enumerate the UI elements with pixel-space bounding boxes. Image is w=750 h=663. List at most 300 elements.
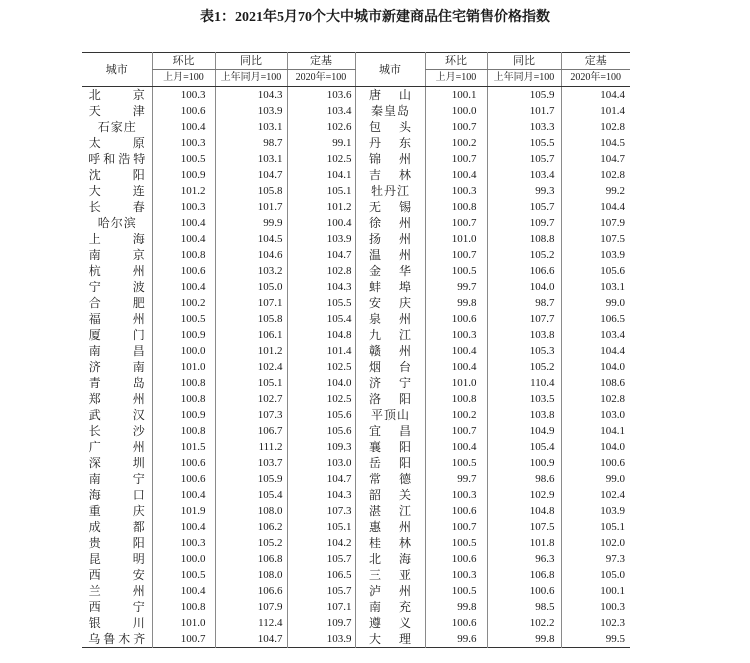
base-value: 103.0 [287, 455, 355, 471]
mom-value: 100.5 [425, 455, 487, 471]
mom-value: 100.5 [425, 263, 487, 279]
city-cell [355, 295, 429, 311]
base-value: 104.0 [287, 375, 355, 391]
mom-value: 100.3 [152, 535, 215, 551]
city-name: 无锡 [368, 200, 429, 214]
city-cell [82, 247, 177, 263]
mom-value: 99.8 [425, 295, 487, 311]
base-value: 102.5 [287, 391, 355, 407]
mom-value: 101.5 [152, 439, 215, 455]
mom-value: 100.4 [152, 215, 215, 231]
city-name: 呼和浩特 [88, 152, 149, 166]
city-cell [82, 503, 177, 519]
yoy-value: 103.1 [215, 151, 287, 167]
yoy-value: 107.3 [215, 407, 287, 423]
base-value: 103.9 [287, 231, 355, 247]
table-row [82, 247, 630, 263]
city-cell [82, 215, 152, 231]
base-value: 109.3 [287, 439, 355, 455]
table-row [82, 359, 630, 375]
mom-value: 100.5 [152, 567, 215, 583]
city-name: 济南 [88, 360, 177, 374]
yoy-value: 101.8 [487, 535, 561, 551]
city-cell [355, 151, 429, 167]
city-cell [355, 503, 429, 519]
city-cell [82, 311, 177, 327]
city-name: 常德 [368, 472, 429, 486]
base-value: 105.1 [287, 519, 355, 535]
table-row [82, 551, 630, 567]
yoy-value: 108.0 [215, 503, 287, 519]
base-value: 105.4 [287, 311, 355, 327]
city-name: 重庆 [88, 504, 177, 518]
mom-value: 100.5 [425, 583, 487, 599]
city-cell [82, 615, 177, 631]
yoy-value: 105.9 [487, 87, 561, 104]
mom-value: 100.2 [425, 407, 487, 423]
city-name: 北海 [368, 552, 429, 566]
table-row [82, 215, 630, 231]
mom-value: 100.8 [425, 391, 487, 407]
mom-value: 100.4 [425, 439, 487, 455]
city-cell [355, 263, 429, 279]
city-cell [355, 567, 429, 583]
mom-value: 100.4 [152, 119, 215, 135]
base-value: 103.6 [287, 87, 355, 104]
yoy-value: 104.7 [215, 631, 287, 648]
mom-value: 100.2 [152, 295, 215, 311]
mom-value: 100.4 [152, 231, 215, 247]
base-value: 102.8 [287, 263, 355, 279]
yoy-value: 105.8 [215, 183, 287, 199]
city-cell [82, 551, 177, 567]
city-cell [82, 487, 177, 503]
table-header [82, 53, 630, 87]
yoy-value: 104.6 [215, 247, 287, 263]
city-cell [355, 311, 429, 327]
mom-value: 100.6 [152, 103, 215, 119]
city-name: 泸州 [368, 584, 429, 598]
city-cell [355, 551, 429, 567]
mom-value: 100.3 [152, 135, 215, 151]
city-name: 锦州 [368, 152, 429, 166]
mom-value: 100.4 [152, 519, 215, 535]
yoy-value: 103.9 [215, 103, 287, 119]
mom-value: 100.6 [152, 471, 215, 487]
mom-value: 100.5 [425, 535, 487, 551]
yoy-value: 99.3 [487, 183, 561, 199]
mom-value: 99.7 [425, 471, 487, 487]
base-value: 107.5 [561, 231, 630, 247]
city-name: 上海 [88, 232, 177, 246]
base-value: 104.4 [561, 343, 630, 359]
city-cell [355, 167, 429, 183]
city-name: 平顶山 [370, 408, 410, 422]
city-name: 丹东 [368, 136, 429, 150]
table-row [82, 535, 630, 551]
base-value: 103.1 [561, 279, 630, 295]
base-value: 105.5 [287, 295, 355, 311]
yoy-value: 100.9 [487, 455, 561, 471]
base-value: 97.3 [561, 551, 630, 567]
city-cell [355, 631, 429, 648]
city-cell [355, 391, 429, 407]
header-yoy-right: 同比 [487, 53, 561, 70]
base-value: 104.0 [561, 439, 630, 455]
city-cell [355, 279, 429, 295]
city-name: 太原 [88, 136, 177, 150]
mom-value: 100.8 [152, 391, 215, 407]
city-cell [355, 103, 425, 119]
yoy-value: 98.7 [487, 295, 561, 311]
yoy-value: 110.4 [487, 375, 561, 391]
base-value: 99.5 [561, 631, 630, 648]
yoy-value: 102.7 [215, 391, 287, 407]
base-value: 104.7 [287, 471, 355, 487]
mom-value: 101.9 [152, 503, 215, 519]
base-value: 105.0 [561, 567, 630, 583]
city-cell [82, 103, 177, 119]
base-value: 104.7 [287, 247, 355, 263]
city-name: 西安 [88, 568, 177, 582]
mom-value: 101.0 [425, 231, 487, 247]
mom-value: 100.9 [152, 407, 215, 423]
yoy-value: 108.8 [487, 231, 561, 247]
base-value: 102.5 [287, 151, 355, 167]
city-name: 扬州 [368, 232, 429, 246]
city-name: 三亚 [368, 568, 429, 582]
city-cell [355, 407, 425, 423]
yoy-value: 108.0 [215, 567, 287, 583]
base-value: 103.0 [561, 407, 630, 423]
table-row [82, 599, 630, 615]
city-name: 福州 [88, 312, 177, 326]
yoy-value: 98.7 [215, 135, 287, 151]
base-value: 108.6 [561, 375, 630, 391]
city-name: 昆明 [88, 552, 177, 566]
mom-value: 100.6 [152, 455, 215, 471]
table-row [82, 151, 630, 167]
yoy-value: 99.8 [487, 631, 561, 648]
city-name: 合肥 [88, 296, 177, 310]
mom-value: 100.6 [425, 311, 487, 327]
city-name: 杭州 [88, 264, 177, 278]
table-row [82, 583, 630, 599]
city-name: 天津 [88, 104, 177, 118]
city-cell [82, 407, 177, 423]
city-name: 银川 [88, 616, 177, 630]
base-value: 100.1 [561, 583, 630, 599]
table-row [82, 199, 630, 215]
city-name: 大理 [368, 632, 429, 646]
city-cell [82, 279, 177, 295]
city-name: 襄阳 [368, 440, 429, 454]
city-cell [82, 599, 177, 615]
mom-value: 100.8 [152, 375, 215, 391]
price-index-table [82, 52, 630, 648]
yoy-value: 100.6 [487, 583, 561, 599]
city-cell [355, 247, 429, 263]
yoy-value: 104.5 [215, 231, 287, 247]
city-name: 宁波 [88, 280, 177, 294]
table-row [82, 391, 630, 407]
mom-value: 100.7 [425, 119, 487, 135]
city-cell [355, 535, 429, 551]
base-value: 99.0 [561, 471, 630, 487]
yoy-value: 103.8 [487, 327, 561, 343]
mom-value: 100.8 [152, 599, 215, 615]
city-name: 哈尔滨 [97, 216, 137, 230]
yoy-value: 102.2 [487, 615, 561, 631]
yoy-value: 105.9 [215, 471, 287, 487]
base-value: 105.1 [561, 519, 630, 535]
yoy-value: 103.3 [487, 119, 561, 135]
yoy-value: 106.2 [215, 519, 287, 535]
mom-value: 100.7 [425, 423, 487, 439]
base-value: 102.8 [561, 119, 630, 135]
mom-value: 100.7 [425, 215, 487, 231]
mom-value: 100.2 [425, 135, 487, 151]
yoy-value: 106.8 [215, 551, 287, 567]
table-row [82, 439, 630, 455]
city-cell [82, 343, 177, 359]
yoy-value: 103.5 [487, 391, 561, 407]
base-value: 102.8 [561, 391, 630, 407]
mom-value: 100.7 [152, 631, 215, 648]
base-value: 104.5 [561, 135, 630, 151]
city-cell [82, 359, 177, 375]
base-value: 102.3 [561, 615, 630, 631]
header-mom-right: 环比 [425, 53, 487, 70]
city-cell [355, 375, 429, 391]
city-cell [355, 487, 429, 503]
table-row [82, 631, 630, 648]
yoy-value: 103.8 [487, 407, 561, 423]
table-row [82, 295, 630, 311]
city-name: 济宁 [368, 376, 429, 390]
city-cell [355, 135, 429, 151]
city-cell [82, 327, 177, 343]
table-row [82, 231, 630, 247]
city-name: 厦门 [88, 328, 177, 342]
yoy-value: 105.3 [487, 343, 561, 359]
city-cell [82, 263, 177, 279]
city-name: 南京 [88, 248, 177, 262]
mom-value: 100.8 [152, 247, 215, 263]
city-name: 泉州 [368, 312, 429, 326]
base-value: 104.1 [561, 423, 630, 439]
mom-value: 100.5 [152, 311, 215, 327]
city-name: 北京 [88, 88, 177, 102]
city-cell [82, 471, 177, 487]
yoy-value: 105.2 [487, 247, 561, 263]
table-row [82, 423, 630, 439]
header-city-left: 城市 [82, 53, 152, 87]
city-name: 桂林 [368, 536, 429, 550]
header-mom-left: 环比 [152, 53, 215, 70]
mom-value: 100.4 [152, 583, 215, 599]
mom-value: 100.4 [152, 279, 215, 295]
city-cell [82, 583, 177, 599]
city-cell [355, 455, 429, 471]
table-row [82, 487, 630, 503]
yoy-value: 105.2 [487, 359, 561, 375]
mom-value: 100.3 [152, 87, 215, 104]
city-name: 成都 [88, 520, 177, 534]
city-cell [82, 135, 177, 151]
mom-value: 100.6 [152, 263, 215, 279]
base-value: 101.2 [287, 199, 355, 215]
city-cell [82, 535, 177, 551]
mom-value: 101.0 [152, 615, 215, 631]
yoy-value: 105.8 [215, 311, 287, 327]
yoy-value: 101.7 [215, 199, 287, 215]
city-cell [355, 327, 429, 343]
base-value: 102.0 [561, 535, 630, 551]
yoy-value: 107.5 [487, 519, 561, 535]
table-row [82, 615, 630, 631]
city-cell [355, 343, 429, 359]
base-value: 106.5 [287, 567, 355, 583]
yoy-value: 104.3 [215, 87, 287, 104]
city-name: 岳阳 [368, 456, 429, 470]
mom-value: 100.4 [425, 343, 487, 359]
yoy-value: 105.7 [487, 199, 561, 215]
city-cell [355, 615, 429, 631]
mom-value: 100.8 [425, 199, 487, 215]
city-cell [355, 519, 429, 535]
city-cell [82, 391, 177, 407]
mom-value: 100.4 [425, 167, 487, 183]
city-name: 温州 [368, 248, 429, 262]
city-cell [82, 87, 177, 104]
mom-value: 100.3 [425, 183, 487, 199]
city-name: 石家庄 [97, 120, 137, 134]
base-value: 105.6 [561, 263, 630, 279]
city-name: 南宁 [88, 472, 177, 486]
yoy-value: 107.7 [487, 311, 561, 327]
header-base-base-right: 2020年=100 [561, 70, 630, 87]
yoy-value: 109.7 [487, 215, 561, 231]
city-name: 武汉 [88, 408, 177, 422]
table-row [82, 263, 630, 279]
city-cell [82, 231, 177, 247]
city-cell [355, 599, 429, 615]
city-name: 西宁 [88, 600, 177, 614]
table-body [82, 87, 630, 648]
city-name: 长春 [88, 200, 177, 214]
yoy-value: 104.0 [487, 279, 561, 295]
yoy-value: 103.1 [215, 119, 287, 135]
city-name: 遵义 [368, 616, 429, 630]
city-name: 海口 [88, 488, 177, 502]
city-cell [82, 631, 152, 648]
city-cell [355, 215, 429, 231]
city-cell [82, 151, 152, 167]
mom-value: 99.8 [425, 599, 487, 615]
base-value: 102.4 [561, 487, 630, 503]
yoy-value: 106.1 [215, 327, 287, 343]
header-yoy-base-right: 上年同月=100 [487, 70, 561, 87]
yoy-value: 105.2 [215, 535, 287, 551]
yoy-value: 106.7 [215, 423, 287, 439]
city-name: 洛阳 [368, 392, 429, 406]
table-row [82, 407, 630, 423]
yoy-value: 112.4 [215, 615, 287, 631]
city-name: 兰州 [88, 584, 177, 598]
table-row [82, 87, 630, 104]
city-cell [355, 231, 429, 247]
city-cell [82, 519, 177, 535]
yoy-value: 103.7 [215, 455, 287, 471]
city-cell [82, 455, 177, 471]
base-value: 104.2 [287, 535, 355, 551]
city-cell [355, 583, 429, 599]
yoy-value: 99.9 [215, 215, 287, 231]
city-cell [355, 199, 429, 215]
base-value: 102.6 [287, 119, 355, 135]
mom-value: 100.7 [425, 151, 487, 167]
mom-value: 100.0 [152, 343, 215, 359]
city-name: 湛江 [368, 504, 429, 518]
city-name: 惠州 [368, 520, 429, 534]
yoy-value: 98.6 [487, 471, 561, 487]
header-base-base-left: 2020年=100 [287, 70, 355, 87]
city-name: 贵阳 [88, 536, 177, 550]
city-name: 唐山 [368, 88, 429, 102]
yoy-value: 104.9 [487, 423, 561, 439]
yoy-value: 111.2 [215, 439, 287, 455]
mom-value: 100.9 [152, 167, 215, 183]
table-row [82, 119, 630, 135]
city-cell [355, 439, 429, 455]
mom-value: 100.6 [425, 615, 487, 631]
city-name: 沈阳 [88, 168, 177, 182]
table-row [82, 183, 630, 199]
base-value: 103.9 [287, 631, 355, 648]
yoy-value: 102.9 [487, 487, 561, 503]
city-cell [355, 183, 425, 199]
yoy-value: 103.2 [215, 263, 287, 279]
base-value: 99.2 [561, 183, 630, 199]
yoy-value: 105.1 [215, 375, 287, 391]
header-yoy-left: 同比 [215, 53, 287, 70]
city-cell [82, 567, 177, 583]
city-name: 南昌 [88, 344, 177, 358]
header-mom-base-left: 上月=100 [152, 70, 215, 87]
table-row [82, 327, 630, 343]
base-value: 104.4 [561, 87, 630, 104]
city-cell [82, 119, 152, 135]
base-value: 104.7 [561, 151, 630, 167]
base-value: 104.4 [561, 199, 630, 215]
yoy-value: 105.4 [487, 439, 561, 455]
base-value: 107.1 [287, 599, 355, 615]
table-row [82, 471, 630, 487]
mom-value: 100.4 [425, 359, 487, 375]
table-row [82, 343, 630, 359]
table-row [82, 135, 630, 151]
city-name: 赣州 [368, 344, 429, 358]
city-name: 牡丹江 [370, 184, 410, 198]
city-name: 安庆 [368, 296, 429, 310]
mom-value: 100.3 [425, 567, 487, 583]
mom-value: 99.6 [425, 631, 487, 648]
table-title: 表1：2021年5月70个大中城市新建商品住宅销售价格指数 [200, 10, 550, 25]
mom-value: 100.3 [425, 327, 487, 343]
table-row [82, 519, 630, 535]
city-name: 青岛 [88, 376, 177, 390]
